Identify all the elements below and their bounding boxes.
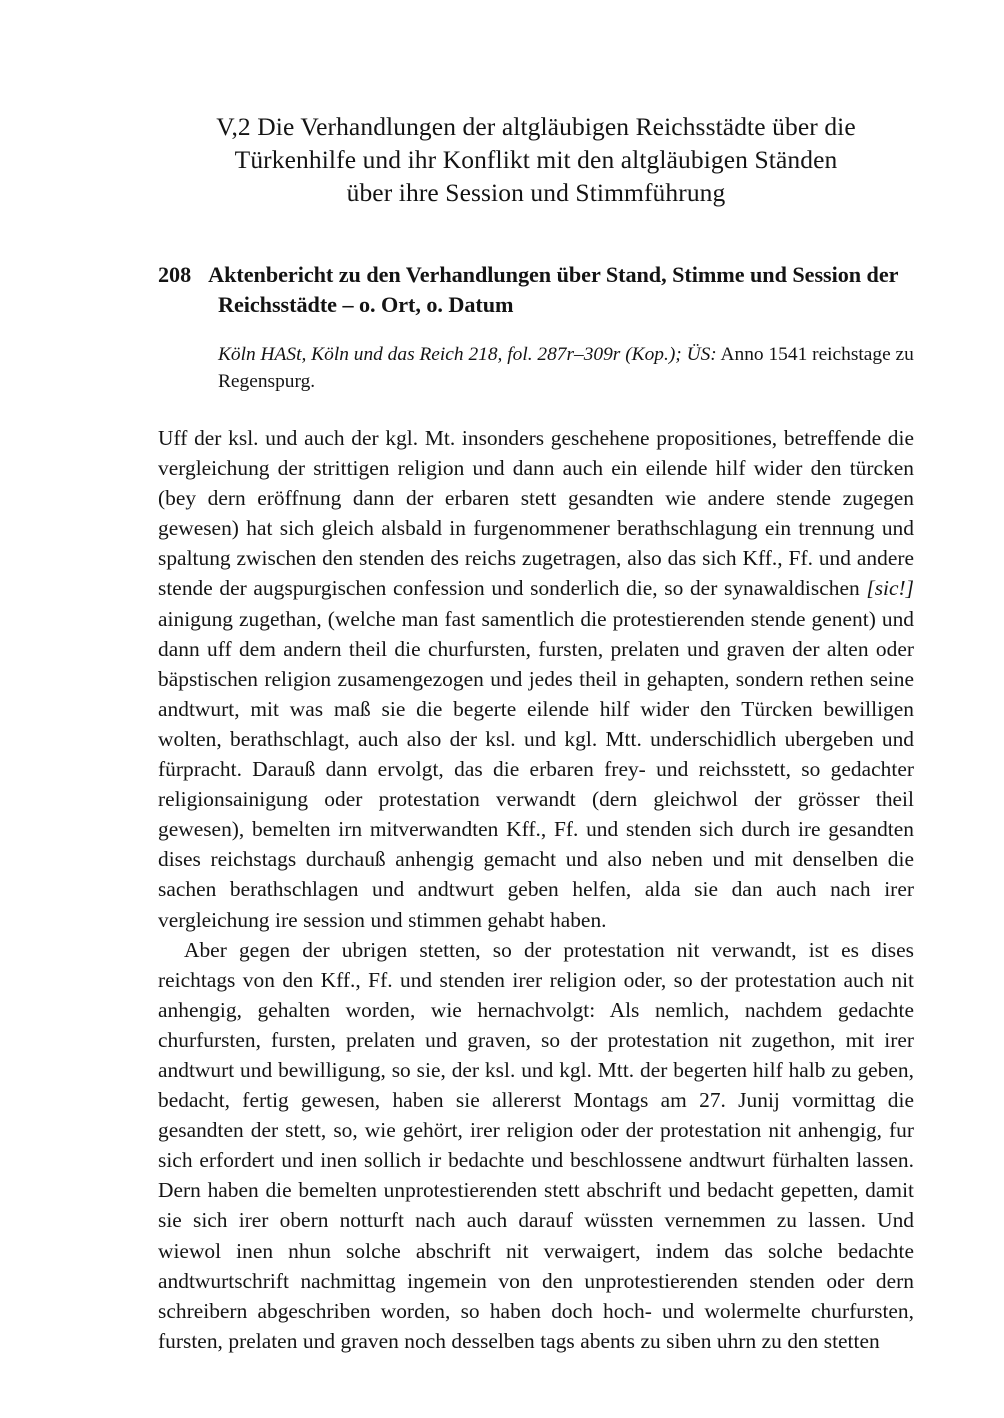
body-paragraph-1 xyxy=(158,423,914,935)
sic-marker: [sic!] xyxy=(866,576,914,601)
section-heading-line-1: V,2 Die Verhandlungen der altgläubigen Reichsstädte über die xyxy=(216,112,856,141)
document-title-text: Aktenbericht zu den Verhandlungen über Stand, Stimme und Session der Reichsstädte – o. Ort, o. Datum xyxy=(208,262,899,317)
body-paragraph-2: Aber gegen der ubrigen stetten, so der protestation nit verwandt, ist es dises reichtags von den Kff., Ff. und stenden irer religion oder, so der protestation auch nit anhengig, gehalten worden, wie hernachvolgt: Als nemlich, nachdem gedachte churfursten, fursten, prelaten und graven, so der protestation nit zugethon, mit irer andtwurt und bewilligung, so sie, der ksl. und kgl. Mtt. der begerten hilf halb zu geben, bedacht, fertig gewesen, haben sie allererst Montags am 27. Junij vormittag die gesandten der stett, so, wie gehört, irer religion oder der protestation nit anhengig, fur sich erfordert und inen sollich ir bedachte und beschlossene andtwurt fürhalten lassen. Dern haben die bemelten unprotestierenden stett abschrift und bedacht gepetten, damit sie sich irer obern notturft nach auch darauf wüssten vernemmen zu lassen. Und wiewol inen nhun solche abschrift nit verwaigert, indem das solche bedachte andtwurtschrift nachmittag ingemein von den unprotestierenden stenden oder dern schreibern abgeschriben worden, so haben doch hoch- und wolermelte churfursten, fursten, prelaten und graven noch desselben tags abents zu siben uhrn zu den stetten xyxy=(158,937,914,1353)
text-block xyxy=(158,110,914,1356)
source-citation xyxy=(158,342,914,395)
document-number: 208 xyxy=(158,262,192,287)
section-heading-line-2: Türkenhilfe und ihr Konflikt mit den altgläubigen Ständen xyxy=(234,145,838,174)
paragraph-1-part-a: Uff der ksl. und auch der kgl. Mt. insonders geschehene propositiones, betreffende die vergleichung der strittigen religion und dann auch ein eilende hilf wider den türcken (bey dern eröffnung dann der erbaren stett gesandten wie andere stende zugegen gewesen) hat sich gleich alsbald in furgenommener berathschlagung ein trennung und spaltung zwischen den stenden des reichs zugetragen, also das sich Kff., Ff. und andere stende der augspurgischen confession und sonderlich die, so der synawaldischen xyxy=(158,426,914,601)
section-heading xyxy=(158,110,914,209)
section-heading-line-3: über ihre Session und Stimmführung xyxy=(346,178,726,207)
paragraph-1-part-b: ainigung zugethan, (welche man fast samentlich die protestierenden stende genent) und dann uff dem andern theil die churfursten, fursten, prelaten und graven der alten oder bäpstischen religion zusamengezogen und jedes theil in gehapten, sondern rethen seine andtwurt, mit was maß sie die begerte eilende hilf wider den Türcken bewilligen wolten, berathschlagt, auch also der ksl. und kgl. Mtt. underschidlich ubergeben und fürpracht. Darauß dann ervolgt, das die erbaren frey- und reichsstett, so gedachter religionsainigung oder protestation verwandt (dern gleichwol der grösser theil gewesen), bemelten irn mitverwandten Kff., Ff. und stenden sich durch ire gesandten dises reichstags durchauß anhengig gemacht und also neben und mit denselben die sachen berathschlagen und andtwurt geben helfen, alda sie dan auch nach irer vergleichung ire session und stimmen gehabt haben. xyxy=(158,606,914,932)
document-title xyxy=(158,260,914,319)
citation-heading-note: Anno 1541 reichstage zu Regenspurg. xyxy=(218,344,914,392)
citation-shelfmark: Köln HASt, Köln und das Reich 218, fol. 287r–309r (Kop.); ÜS: xyxy=(218,344,717,365)
